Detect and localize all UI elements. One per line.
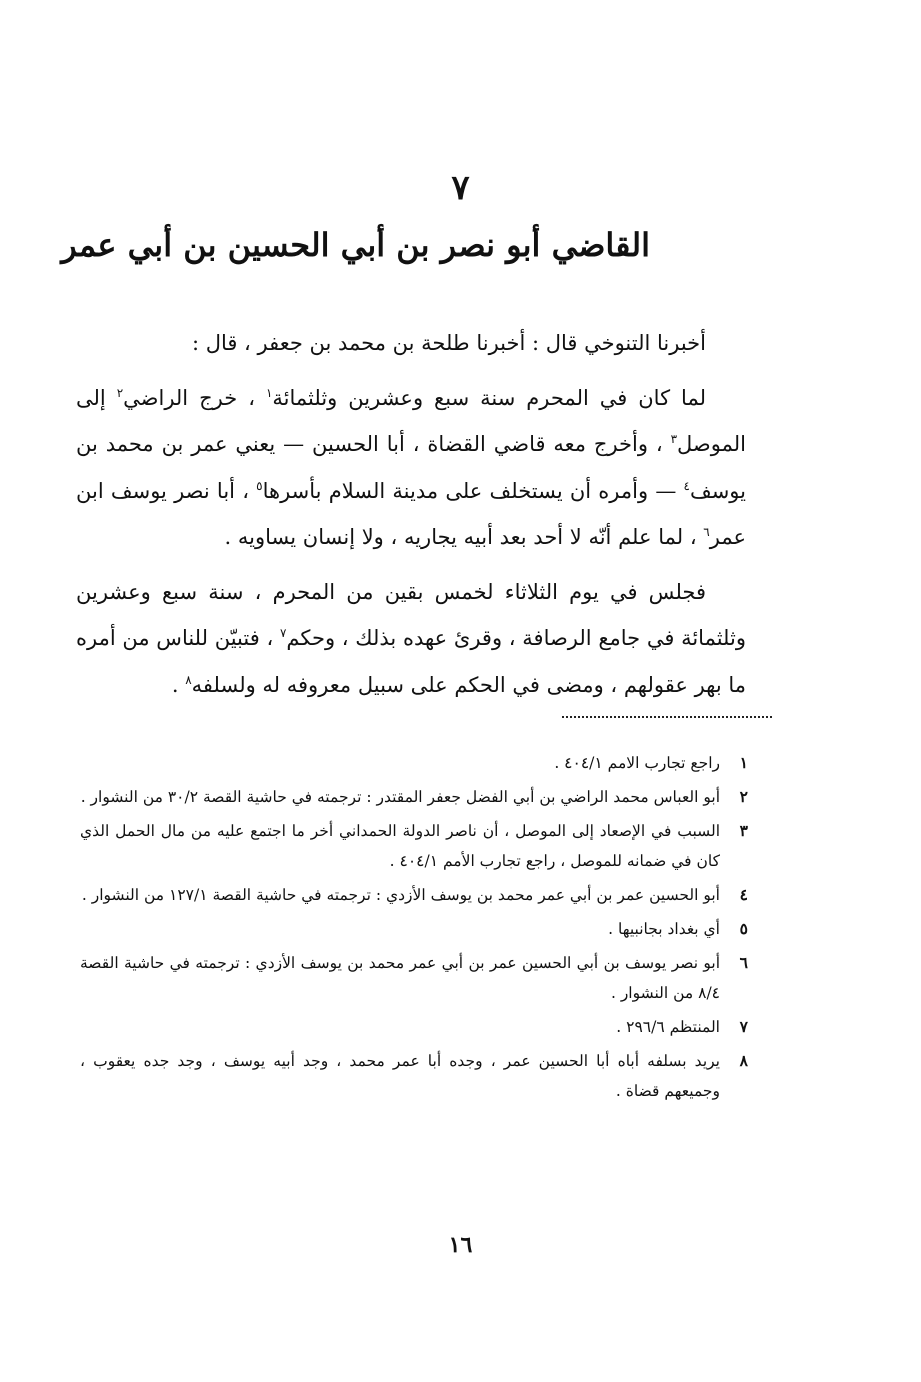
footnote-text: أي بغداد بجانبيها . bbox=[608, 920, 720, 938]
story-number: ٧ bbox=[451, 168, 470, 208]
footnote-ref: ٥ bbox=[256, 478, 263, 493]
footnote-text: المنتظم ٢٩٦/٦ . bbox=[616, 1018, 720, 1036]
paragraph bbox=[76, 320, 746, 367]
paragraph-text: فجلس في يوم الثلاثاء لخمس بقين من المحرم ، سنة سبع وعشرين وثلثمائة في جامع الرصافة ، وقرئ عهده بذلك ، وحكم bbox=[76, 579, 746, 650]
body-text bbox=[76, 320, 746, 708]
footnote-text: يريد بسلفه أباه أبا الحسين عمر ، وجده أبا عمر محمد ، وجد أبيه يوسف ، وجد جده يعقوب ، وجميعهم قضاة . bbox=[80, 1052, 720, 1100]
footnote-ref: ٧ bbox=[279, 626, 287, 640]
paragraph bbox=[76, 569, 746, 709]
paragraph bbox=[76, 375, 746, 561]
paragraph-text: لما كان في المحرم سنة سبع وعشرين وثلثمائة bbox=[272, 385, 706, 410]
footnote bbox=[80, 1012, 748, 1042]
paragraph-text: ، خرج الراضي bbox=[123, 385, 266, 410]
footnote-number: ٤ bbox=[739, 885, 748, 904]
footnote-number: ٦ bbox=[739, 953, 748, 972]
footnote-ref: ٦ bbox=[703, 525, 710, 539]
footnote-divider bbox=[562, 716, 772, 718]
footnote-number: ٧ bbox=[739, 1017, 748, 1036]
footnote-text: راجع تجارب الامم ٤٠٤/١ . bbox=[554, 754, 720, 772]
footnote-number: ٥ bbox=[739, 919, 748, 938]
paragraph-text: ، وأخرج معه قاضي القضاة ، أبا الحسين — يعني عمر بن محمد بن يوسف bbox=[76, 432, 746, 503]
footnote-ref: ١ bbox=[265, 385, 273, 400]
footnote bbox=[80, 948, 748, 1008]
paragraph-text: . bbox=[171, 672, 186, 697]
footnote-number: ٨ bbox=[739, 1051, 748, 1070]
paragraph-text: إلى الموصل bbox=[76, 385, 746, 456]
footnote-text: السبب في الإصعاد إلى الموصل ، أن ناصر الدولة الحمداني أخر ما اجتمع عليه من مال الحمل الذي كان في ضمانه للموصل ، راجع تجارب الأمم ٤٠٤/١ . bbox=[80, 822, 720, 870]
footnote-ref: ٢ bbox=[116, 385, 124, 400]
footnote-text: أبو الحسين عمر بن أبي عمر محمد بن يوسف الأزدي : ترجمته في حاشية القصة ١٢٧/١ من النشوار . bbox=[81, 886, 720, 904]
footnote-ref: ٨ bbox=[185, 672, 192, 687]
paragraph-text: ، لما علم أنّه لا أحد بعد أبيه يجاريه ، ولا إنسان يساويه . bbox=[224, 525, 704, 549]
footnote bbox=[80, 748, 748, 778]
story-title: القاضي أبو نصر بن أبي الحسين بن أبي عمر bbox=[61, 226, 650, 264]
paragraph-text: ، أبا نصر يوسف ابن عمر bbox=[76, 478, 746, 549]
footnote-number: ١ bbox=[739, 753, 748, 772]
footnote bbox=[80, 782, 748, 812]
footnote-number: ٣ bbox=[739, 821, 748, 840]
footnote bbox=[80, 914, 748, 944]
paragraph-text: ، فتبيّن للناس من أمره ما بهر عقولهم ، ومضى في الحكم على سبيل معروفه له ولسلفه bbox=[76, 626, 746, 697]
footnote-ref: ٤ bbox=[683, 478, 690, 493]
footnote bbox=[80, 880, 748, 910]
paragraph-text: — وأمره أن يستخلف على مدينة السلام بأسرها bbox=[262, 478, 684, 503]
footnote-number: ٢ bbox=[739, 787, 748, 806]
page-number: ١٦ bbox=[448, 1232, 473, 1258]
footnotes bbox=[80, 748, 748, 1110]
footnote bbox=[80, 1046, 748, 1106]
footnote bbox=[80, 816, 748, 876]
paragraph-text: أخبرنا التنوخي قال : أخبرنا طلحة بن محمد بن جعفر ، قال : bbox=[191, 331, 706, 355]
footnote-text: أبو العباس محمد الراضي بن أبي الفضل جعفر المقتدر : ترجمته في حاشية القصة ٣٠/٢ من النشوار . bbox=[80, 788, 720, 806]
footnote-text: أبو نصر يوسف بن أبي الحسين عمر بن أبي عمر محمد بن يوسف الأزدي : ترجمته في حاشية القصة ٨/٤ من النشوار . bbox=[80, 954, 720, 1002]
footnote-ref: ٣ bbox=[670, 432, 678, 446]
